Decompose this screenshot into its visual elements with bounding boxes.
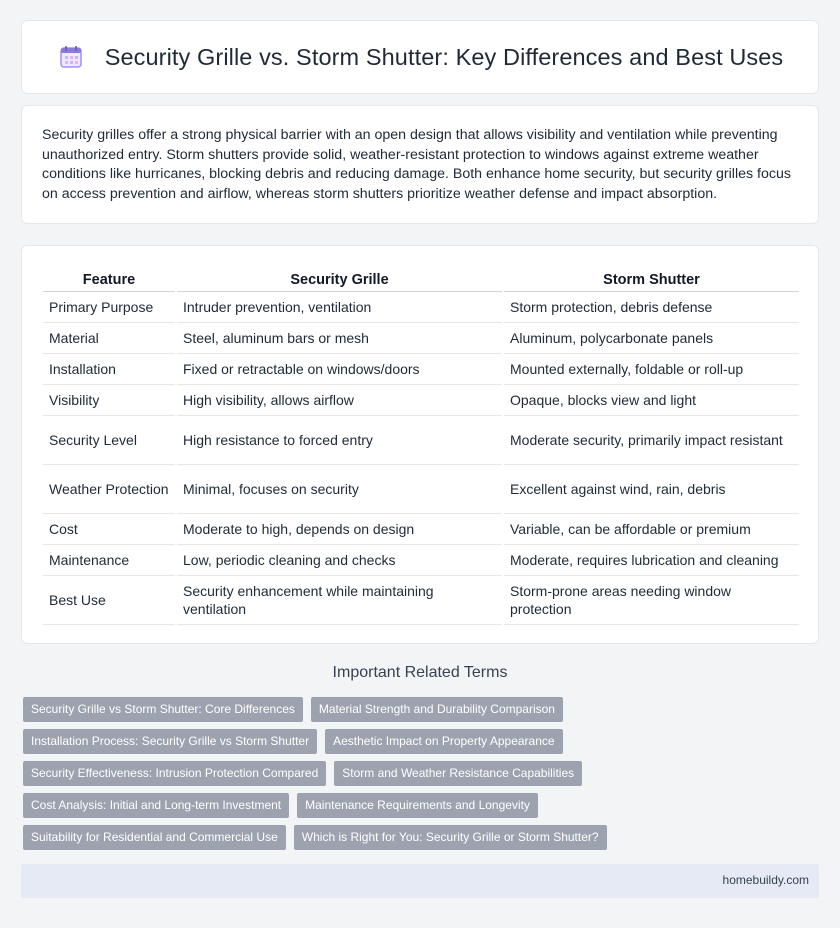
table-row [43,544,799,575]
shutter-cell: Mounted externally, foldable or roll-up [503,353,799,384]
shutter-cell: Moderate, requires lubrication and cleaning [503,544,799,575]
related-term-link[interactable]: Storm and Weather Resistance Capabilities [334,761,582,786]
grille-cell: Fixed or retractable on windows/doors [176,353,503,384]
feature-cell: Maintenance [43,544,176,575]
feature-cell: Weather Protection [43,464,176,513]
related-terms-title: Important Related Terms [332,664,508,681]
feature-cell: Installation [43,353,176,384]
grille-cell: Intruder prevention, ventilation [176,291,503,322]
feature-cell: Visibility [43,384,176,415]
shutter-cell: Storm-prone areas needing window protection [503,575,799,624]
related-term-link[interactable]: Maintenance Requirements and Longevity [297,793,538,818]
grille-cell: Steel, aluminum bars or mesh [176,322,503,353]
comparison-table-card [21,245,819,644]
table-row [43,513,799,544]
related-term-link[interactable]: Material Strength and Durability Comparison [311,697,563,722]
comparison-table [43,266,799,625]
table-row [43,415,799,464]
table-row [43,353,799,384]
grille-cell: High visibility, allows airflow [176,384,503,415]
shutter-cell: Aluminum, polycarbonate panels [503,322,799,353]
feature-cell: Cost [43,513,176,544]
shutter-cell: Opaque, blocks view and light [503,384,799,415]
table-row [43,464,799,513]
table-row [43,322,799,353]
feature-cell: Primary Purpose [43,291,176,322]
shutter-cell: Excellent against wind, rain, debris [503,464,799,513]
related-terms-list [23,697,813,857]
related-term-link[interactable]: Suitability for Residential and Commercial Use [23,825,286,850]
header-feature: Feature [43,266,176,291]
related-term-link[interactable]: Security Grille vs Storm Shutter: Core Differences [23,697,303,722]
table-row [43,575,799,624]
table-row [43,384,799,415]
related-term-link[interactable]: Security Effectiveness: Intrusion Protection Compared [23,761,326,786]
grille-cell: Low, periodic cleaning and checks [176,544,503,575]
table-row [43,291,799,322]
footer-site-name: homebuildy.com [722,873,809,887]
related-term-link[interactable]: Cost Analysis: Initial and Long-term Investment [23,793,289,818]
footer [21,864,819,898]
calendar-icon [57,43,85,71]
grille-cell: Minimal, focuses on security [176,464,503,513]
header-security-grille: Security Grille [176,266,503,291]
intro-card [21,105,819,224]
grille-cell: High resistance to forced entry [176,415,503,464]
related-term-link[interactable]: Which is Right for You: Security Grille or Storm Shutter? [294,825,607,850]
header-card [21,20,819,94]
shutter-cell: Storm protection, debris defense [503,291,799,322]
feature-cell: Best Use [43,575,176,624]
related-term-link[interactable]: Aesthetic Impact on Property Appearance [325,729,562,754]
header-storm-shutter: Storm Shutter [503,266,799,291]
intro-text: Security grilles offer a strong physical barrier with an open design that allows visibility and ventilation while preventing unauthorized entry. Storm shutters provide solid, weather-resistant protection to windows against extreme weather conditions like hurricanes, blocking debris and reducing damage. Both enhance home security, but security grilles focus on access prevention and airflow, whereas storm shutters prioritize weather defense and impact absorption. [42,127,791,202]
feature-cell: Material [43,322,176,353]
feature-cell: Security Level [43,415,176,464]
shutter-cell: Moderate security, primarily impact resistant [503,415,799,464]
table-header-row [43,266,799,291]
grille-cell: Security enhancement while maintaining ventilation [176,575,503,624]
page-title: Security Grille vs. Storm Shutter: Key Differences and Best Uses [104,43,784,70]
grille-cell: Moderate to high, depends on design [176,513,503,544]
shutter-cell: Variable, can be affordable or premium [503,513,799,544]
related-term-link[interactable]: Installation Process: Security Grille vs Storm Shutter [23,729,317,754]
